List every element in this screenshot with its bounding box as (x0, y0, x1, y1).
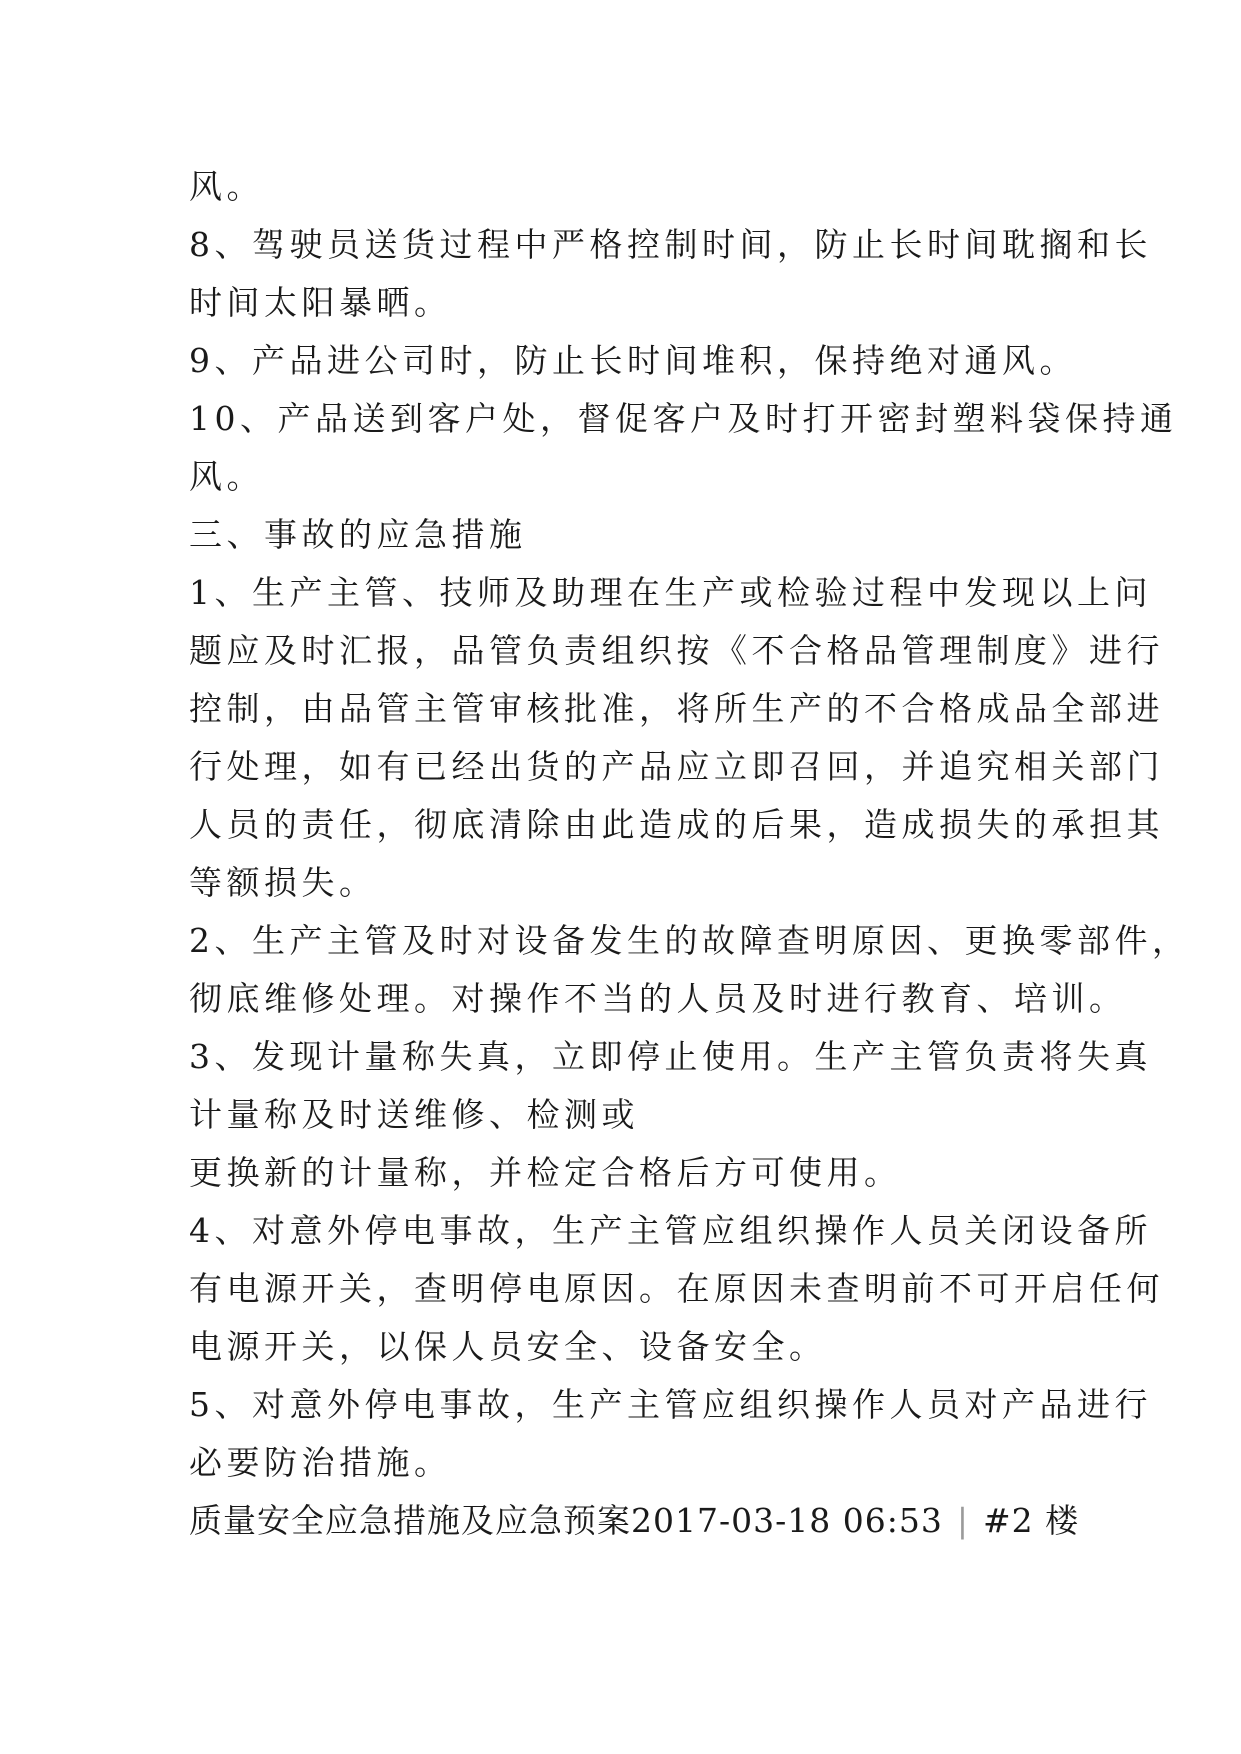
text-line: 8、驾驶员送货过程中严格控制时间，防止长时间耽搁和长 (189, 225, 1152, 264)
text-line: 计量称及时送维修、检测或 (189, 1095, 639, 1134)
text-line: 更换新的计量称，并检定合格后方可使用。 (189, 1153, 902, 1192)
text-line: 9、产品进公司时，防止长时间堆积，保持绝对通风。 (189, 341, 1077, 380)
section-heading: 三、事故的应急措施 (189, 515, 527, 554)
text-line: 时间太阳暴晒。 (189, 283, 452, 322)
text-line: 1、生产主管、技师及助理在生产或检验过程中发现以上问 (189, 573, 1152, 612)
text-line: 电源开关，以保人员安全、设备安全。 (189, 1327, 827, 1366)
text-line: 2、生产主管及时对设备发生的故障查明原因、更换零部件， (189, 921, 1190, 960)
text-line: 3、发现计量称失真，立即停止使用。生产主管负责将失真 (189, 1037, 1152, 1076)
text-line: 4、对意外停电事故，生产主管应组织操作人员关闭设备所 (189, 1211, 1152, 1250)
text-line: 风。 (189, 167, 264, 206)
post-datetime: 2017-03-18 06:53 (631, 1501, 943, 1540)
text-line: 控制，由品管主管审核批准，将所生产的不合格成品全部进 (189, 689, 1164, 728)
document-body (189, 158, 1190, 1550)
text-line: 有电源开关，查明停电原因。在原因未查明前不可开启任何 (189, 1269, 1164, 1308)
text-line: 等额损失。 (189, 863, 377, 902)
text-line: 彻底维修处理。对操作不当的人员及时进行教育、培训。 (189, 979, 1127, 1018)
post-footer (189, 1492, 1080, 1550)
post-title: 质量安全应急措施及应急预案 (189, 1501, 631, 1540)
floor-number: #2 楼 (982, 1501, 1080, 1540)
text-line: 必要防治措施。 (189, 1443, 452, 1482)
text-line: 5、对意外停电事故，生产主管应组织操作人员对产品进行 (189, 1385, 1152, 1424)
text-line: 10、产品送到客户处，督促客户及时打开密封塑料袋保持通 (189, 399, 1178, 438)
footer-separator: | (956, 1501, 969, 1540)
text-line: 行处理，如有已经出货的产品应立即召回，并追究相关部门 (189, 747, 1164, 786)
text-line: 风。 (189, 457, 264, 496)
text-line: 人员的责任，彻底清除由此造成的后果，造成损失的承担其 (189, 805, 1164, 844)
text-line: 题应及时汇报，品管负责组织按《不合格品管理制度》进行 (189, 631, 1164, 670)
